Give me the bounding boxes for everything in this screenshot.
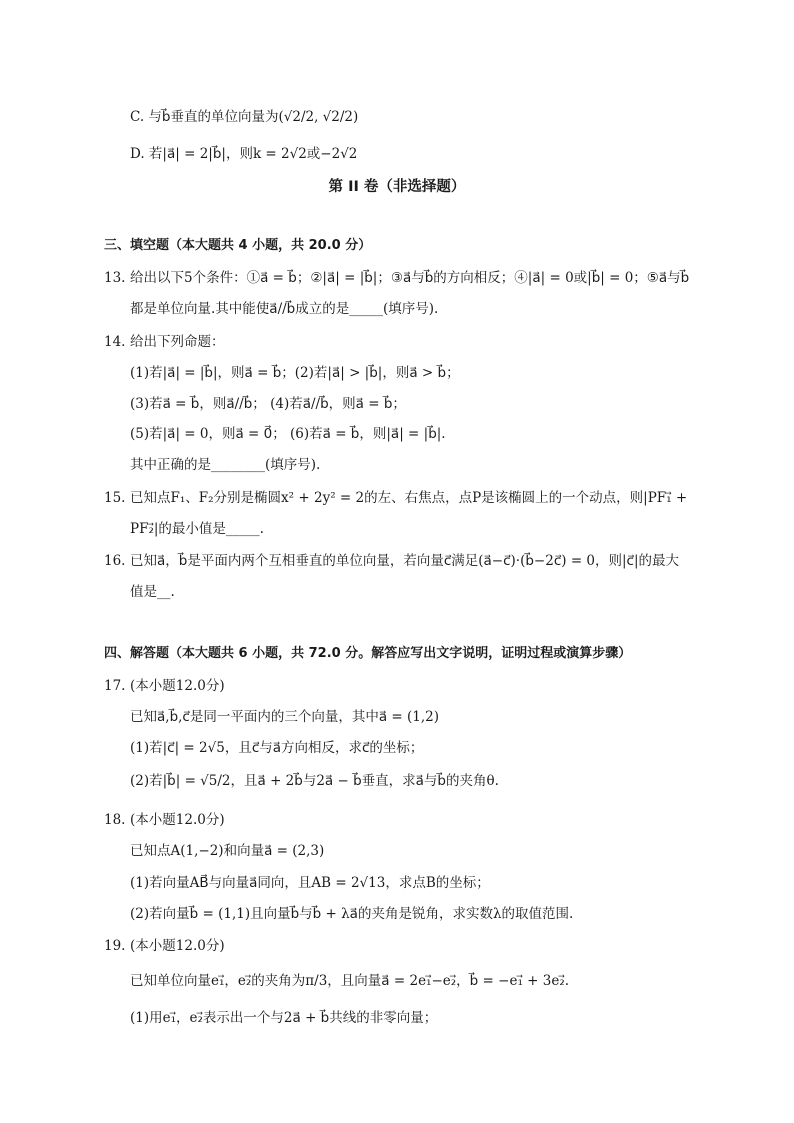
q16-line2: 值是__. xyxy=(130,584,175,600)
q17-line3: (2)若|b⃗| = √5/2，且a⃗ + 2b⃗与2a⃗ − b⃗垂直，求a⃗与b⃗的夹角θ. xyxy=(130,773,499,789)
q18-line3: (2)若向量b⃗ = (1,1)且向量b⃗与b⃗ + λa⃗的夹角是锐角，求实数λ的取值范围. xyxy=(130,906,574,922)
q18-line2: (1)若向量AB⃗与向量a⃗同向，且AB = 2√13，求点B的坐标； xyxy=(130,875,490,891)
q19-line1: 已知单位向量e₁⃗，e₂⃗的夹角为π/3，且向量a⃗ = 2e₁⃗−e₂⃗，b⃗ = −e₁⃗ + 3e₂⃗. xyxy=(130,973,570,989)
q14-line1: 给出下列命题： xyxy=(130,334,225,350)
q14-number: 14. xyxy=(104,334,126,350)
q16-number: 16. xyxy=(104,553,126,569)
q14-line2: (1)若|a⃗| = |b⃗|，则a⃗ = b⃗；(2)若|a⃗| > |b⃗|，则a⃗ > b⃗； xyxy=(130,365,460,381)
section4-heading: 四、解答题（本大题共 6 小题，共 72.0 分。解答应写出文字说明，证明过程或演算步骤） xyxy=(104,646,632,661)
q14-line5: 其中正确的是________(填序号). xyxy=(130,457,321,473)
q19-score: (本小题12.0分) xyxy=(130,938,225,954)
q14-line3: (3)若a⃗ = b⃗，则a⃗//b⃗； (4)若a⃗//b⃗，则a⃗ = b⃗； xyxy=(130,396,406,412)
q18-line1: 已知点A(1,−2)和向量a⃗ = (2,3) xyxy=(130,843,325,859)
section3-heading: 三、填空题（本大题共 4 小题，共 20.0 分） xyxy=(104,238,372,253)
q18-number: 18. xyxy=(104,812,126,828)
q17-score: (本小题12.0分) xyxy=(130,678,225,694)
q15-line1: 已知点F₁、F₂分别是椭圆x² + 2y² = 2的左、右焦点，点P是该椭圆上的一个动点，则|PF₁⃗ + xyxy=(130,490,688,506)
q17-line1: 已知a⃗,b⃗,c⃗是同一平面内的三个向量，其中a⃗ = (1,2) xyxy=(130,709,440,725)
part2-title: 第 II 卷（非选择题） xyxy=(328,179,466,195)
q13-line2: 都是单位向量.其中能使a⃗//b⃗成立的是_____(填序号). xyxy=(130,301,439,317)
q16-line1: 已知a⃗，b⃗是平面内两个互相垂直的单位向量，若向量c⃗满足(a⃗−c⃗)·(b⃗−2c⃗) = 0，则|c⃗|的最大 xyxy=(130,553,680,569)
option-d: D. 若|a⃗| = 2|b⃗|，则k = 2√2或−2√2 xyxy=(130,146,358,162)
q15-number: 15. xyxy=(104,490,126,506)
q14-line4: (5)若|a⃗| = 0，则a⃗ = 0⃗； (6)若a⃗ = b⃗，则|a⃗| = |b⃗|. xyxy=(130,426,446,442)
q19-line2: (1)用e₁⃗，e₂⃗表示出一个与2a⃗ + b⃗共线的非零向量； xyxy=(130,1010,438,1026)
q19-number: 19. xyxy=(104,938,126,954)
q13-line1: 给出以下5个条件：①a⃗ = b⃗；②|a⃗| = |b⃗|；③a⃗与b⃗的方向相反；④|a⃗| = 0或|b⃗| = 0；⑤a⃗与b⃗ xyxy=(130,270,690,286)
q17-line2: (1)若|c⃗| = 2√5，且c⃗与a⃗方向相反，求c⃗的坐标； xyxy=(130,740,424,756)
q17-number: 17. xyxy=(104,678,126,694)
option-c: C. 与b⃗垂直的单位向量为(√2/2, √2/2) xyxy=(130,109,359,125)
q18-score: (本小题12.0分) xyxy=(130,812,225,828)
q15-line2: PF₂⃗|的最小值是_____. xyxy=(130,521,264,537)
q13-number: 13. xyxy=(104,270,126,286)
